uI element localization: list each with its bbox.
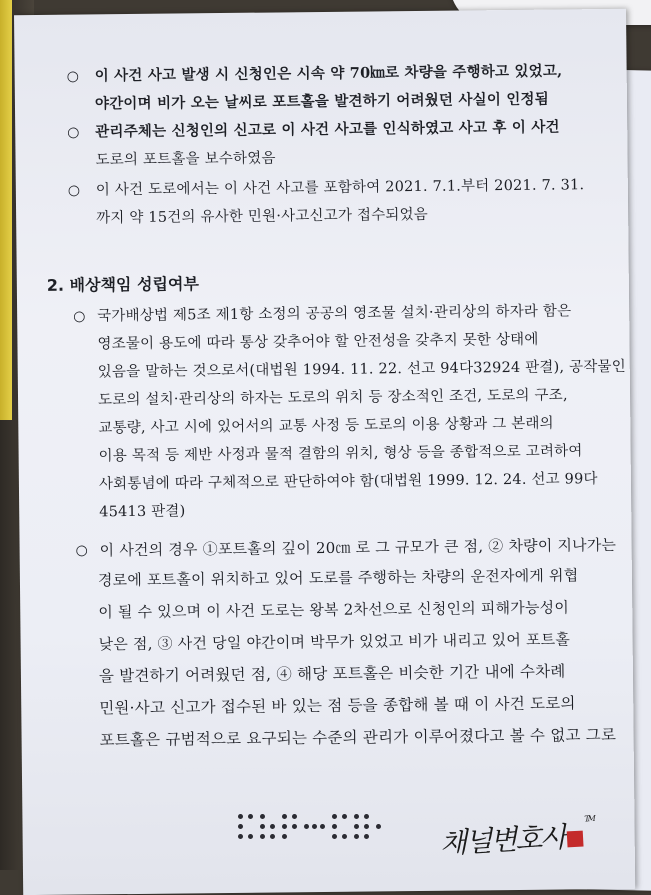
paragraph-line: 관리주체는 신청인의 신고로 이 사건 사고를 인식하였고 사고 후 이 사건 [95,118,560,141]
paragraph-line: 교통량, 사고 시에 있어서의 교통 사정 등 도로의 이용 상황과 그 본래의 [98,415,554,437]
paragraph-line: 이 사건의 경우 ①포트홀의 깊이 20㎝ 로 그 규모가 큰 점, ② 차량이 지나가는 [99,535,617,560]
paragraph-line: 있음을 말하는 것으로서(대법원 1994. 11. 22. 선고 94다32924 판결), 공작물인 [97,358,626,381]
watermark-logo [439,814,596,862]
paragraph-line: 도로의 설치·관리상의 하자는 도로의 위치 등 장소적인 조건, 도로의 구조, [97,387,568,409]
document-page [14,9,635,895]
paragraph-line: 45413 판결) [99,503,186,521]
bullet-circle: ○ [67,124,80,141]
paragraph-line: 사회통념에 따라 구체적으로 판단하여야 함(대법원 1999. 12. 24. 선고 99다 [98,471,598,493]
braille-dots [236,812,386,846]
paragraph-line: 경로에 포트홀이 위치하고 있어 도로를 주행하는 차량의 운전자에게 위협 [97,566,579,590]
paragraph-line: 야간이며 비가 오는 날씨로 포트홀을 발견하기 어려웠던 사실이 인정됨 [94,90,550,113]
paragraph-line: 포트홀은 규범적으로 요구되는 수준의 관리가 이루어졌다고 볼 수 없고 그로 [99,725,617,750]
bullet-circle: ○ [66,68,79,85]
yellow-folder-edge [0,0,12,420]
paragraph-line: 을 발견하기 어려웠던 점, ④ 해당 포트홀은 비슷한 기간 내에 수차례 [98,662,566,686]
bullet-circle: ○ [73,308,86,325]
paragraph-line: 민원·사고 신고가 접수된 바 있는 점 등을 종합해 볼 때 이 사건 도로의 [99,694,576,718]
section-heading: 2. 배상책임 성립여부 [46,274,199,295]
paragraph-line: 영조물이 용도에 따라 통상 갖추어야 할 안전성을 갖추지 못한 상태에 [97,331,539,353]
trademark-mark: TM [584,813,595,824]
paragraph-line: 낮은 점, ③ 사건 당일 야간이며 박무가 있었고 비가 내리고 있어 포트홀 [98,630,571,654]
paragraph-line: 국가배상법 제5조 제1항 소정의 공공의 영조물 설치·관리상의 하자라 함은 [97,303,572,325]
watermark-text: 채널변호사 [439,820,567,861]
paragraph-line: 까지 약 15건의 유사한 민원·사고신고가 접수되었음 [96,206,429,227]
paragraph-line: 이 될 수 있으며 이 사건 도로는 왕복 2차선으로 신청인의 피해가능성이 [98,598,570,622]
paragraph-line: 이 사건 도로에서는 이 사건 사고를 포함하여 2021. 7.1.부터 2021. 7. 31. [95,177,585,199]
red-seal-icon [567,830,584,847]
paragraph-line: 도로의 포트홀을 보수하였음 [95,150,276,169]
bullet-circle: ○ [75,542,88,559]
bullet-circle: ○ [67,182,81,199]
paragraph-line: 이 사건 사고 발생 시 신청인은 시속 약 70㎞로 차량을 주행하고 있었고, [94,62,563,85]
paragraph-line: 이용 목적 등 제반 사정과 물적 결함의 위치, 형상 등을 종합적으로 고려하여 [98,443,583,465]
